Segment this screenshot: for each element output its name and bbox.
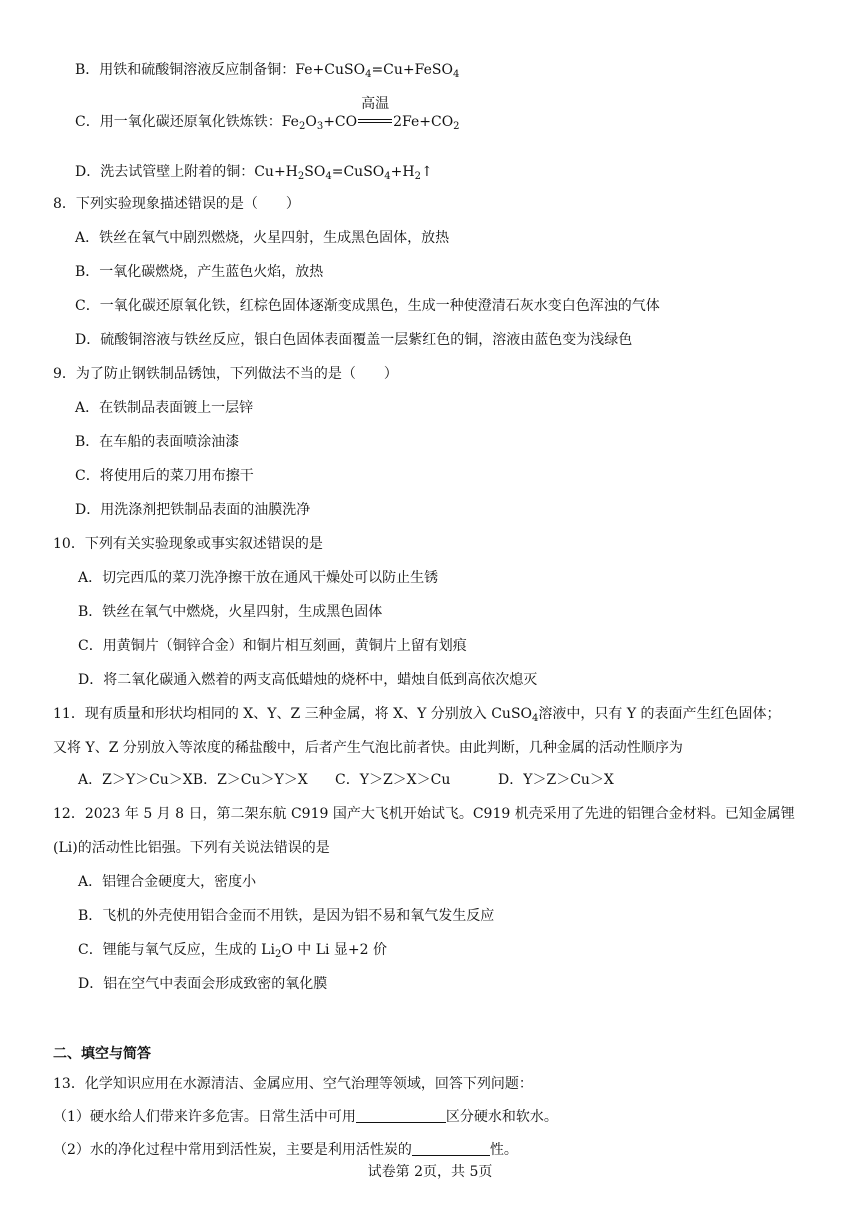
q12-option-b: B．飞机的外壳使用铝合金而不用铁，是因为铝不易和氧气发生反应 (78, 908, 495, 924)
answer-blank[interactable] (412, 1141, 490, 1156)
q12-stem-line1: 12．2023 年 5 月 8 日，第二架东航 C919 国产大飞机开始试飞。C919 机壳采用了先进的铝锂合金材料。已知金属锂 (53, 806, 795, 822)
reaction-condition-equals: 高温 (358, 114, 392, 128)
q7-option-c: C．用一氧化碳还原氧化铁炼铁：$Fe_2O_3+CO$ 高温 $2Fe+CO_2$ (75, 96, 460, 132)
q11-option-c: C．Y＞Z＞X＞Cu (335, 772, 451, 788)
section-heading: 二、填空与简答 (53, 1046, 151, 1062)
q11-options-ab: A．Z＞Y＞Cu＞XB．Z＞Cu＞Y＞X (78, 772, 308, 788)
q12-option-a: A．铝锂合金硬度大，密度小 (78, 874, 257, 890)
q10-option-d: D．将二氧化碳通入燃着的两支高低蜡烛的烧杯中，蜡烛自低到高依次熄灭 (78, 672, 538, 688)
q10-option-b: B．铁丝在氧气中燃烧，火星四射，生成黑色固体 (78, 604, 383, 620)
q10-stem: 10．下列有关实验现象或事实叙述错误的是 (53, 536, 323, 552)
q12-option-d: D．铝在空气中表面会形成致密的氧化膜 (78, 976, 328, 992)
q8-option-a: A．铁丝在氧气中剧烈燃烧，火星四射，生成黑色固体，放热 (75, 230, 450, 246)
q11-stem-line1: 11．现有质量和形状均相同的 X、Y、Z 三种金属，将 X、Y 分别放入 CuSO$_4$溶液中，只有 Y 的表面产生红色固体； (53, 706, 781, 724)
q9-option-a: A．在铁制品表面镀上一层锌 (75, 400, 254, 416)
answer-blank[interactable] (356, 1108, 446, 1123)
q8-option-b: B．一氧化碳燃烧，产生蓝色火焰，放热 (75, 264, 324, 280)
q9-stem: 9．为了防止钢铁制品锈蚀，下列做法不当的是（ ） (53, 366, 398, 382)
q9-option-c: C．将使用后的菜刀用布擦干 (75, 468, 254, 484)
q12-stem-line2: (Li)的活动性比铝强。下列有关说法错误的是 (53, 840, 330, 856)
q11-stem-line2: 又将 Y、Z 分别放入等浓度的稀盐酸中，后者产生气泡比前者快。由此判断，几种金属的活动性顺序为 (53, 740, 683, 756)
q10-option-a: A．切完西瓜的菜刀洗净擦干放在通风干燥处可以防止生锈 (78, 570, 439, 586)
page-footer: 试卷第 2页，共 5页 (367, 1164, 493, 1180)
q7-option-d: D．洗去试管壁上附着的铜：$Cu+H_2SO_4=CuSO_4+H_2↑$ (75, 164, 433, 182)
q9-option-b: B．在车船的表面喷涂油漆 (75, 434, 240, 450)
q11-option-d: D．Y＞Z＞Cu＞X (498, 772, 614, 788)
q9-option-d: D．用洗涤剂把铁制品表面的油膜洗净 (75, 502, 311, 518)
q13-part2: （2）水的净化过程中常用到活性炭，主要是利用活性炭的 性。 (53, 1142, 518, 1158)
q8-option-c: C．一氧化碳还原氧化铁，红棕色固体逐渐变成黑色，生成一种使澄清石灰水变白色浑浊的气体 (75, 298, 660, 314)
q8-option-d: D．硫酸铜溶液与铁丝反应，银白色固体表面覆盖一层紫红色的铜，溶液由蓝色变为浅绿色 (75, 332, 633, 348)
q13-stem: 13．化学知识应用在水源清洁、金属应用、空气治理等领域，回答下列问题： (53, 1076, 533, 1092)
q10-option-c: C．用黄铜片（铜锌合金）和铜片相互刻画，黄铜片上留有划痕 (78, 638, 467, 654)
q13-part1: （1）硬水给人们带来许多危害。日常生活中可用 区分硬水和软水。 (53, 1109, 558, 1125)
q8-stem: 8．下列实验现象描述错误的是（ ） (53, 196, 300, 212)
q7-option-b: B．用铁和硫酸铜溶液反应制备铜：Fe+CuSO$_4$=Cu+FeSO$_4$ (75, 62, 460, 80)
q12-option-c: C．锂能与氧气反应，生成的 $Li_2O$ 中 Li 显+2 价 (78, 942, 388, 960)
